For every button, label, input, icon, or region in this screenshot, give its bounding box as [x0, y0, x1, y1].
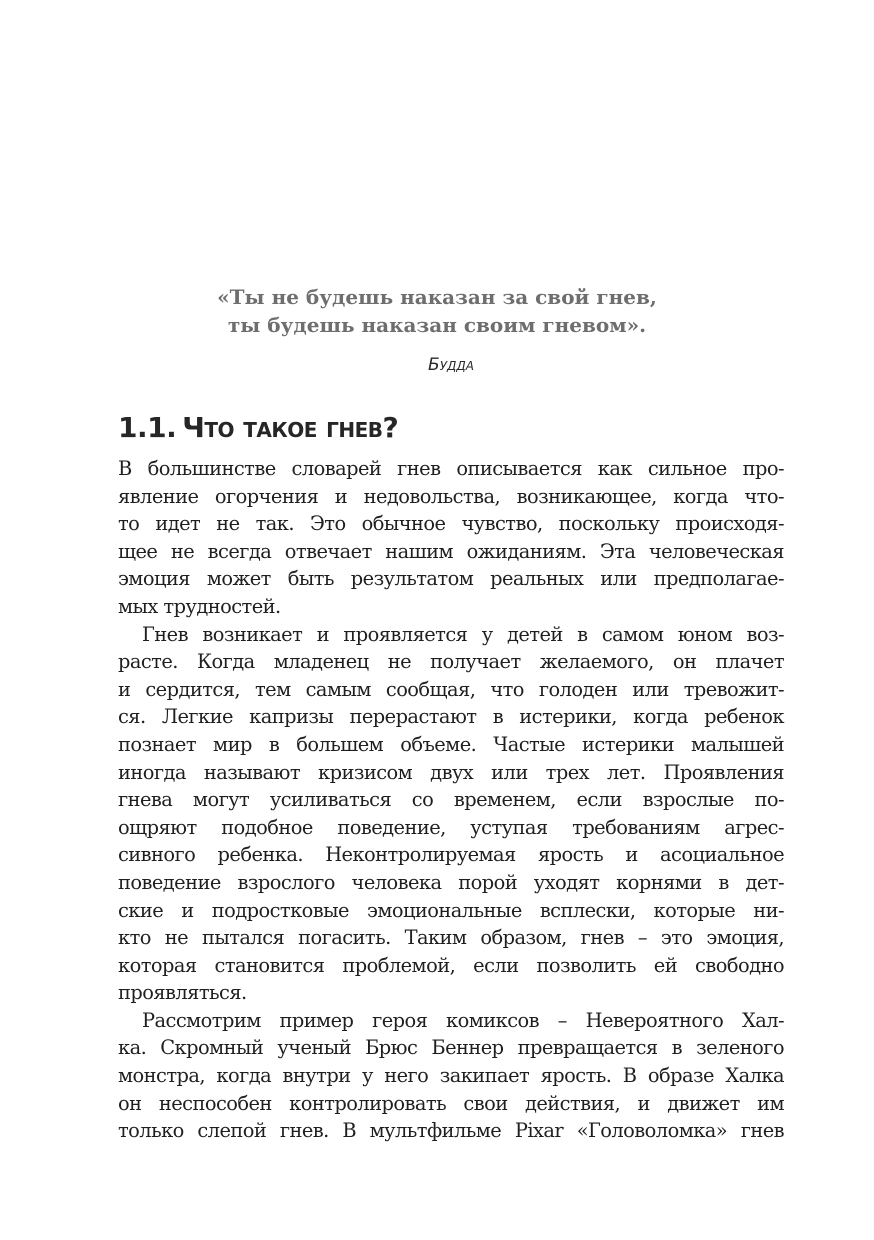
text-line: гнева могут усиливаться со временем, если взрослые по- [118, 788, 784, 812]
text-line: только слепой гнев. В мультфильме Pixar «Головоломка» гнев [118, 1119, 784, 1143]
text-line: познает мир в большем объеме. Частые истерики малышей [118, 732, 784, 756]
paragraph [118, 621, 784, 1007]
text-line: Рассмотрим пример героя комиксов – Невероятного Хал- [142, 1008, 784, 1032]
text-line: он неспособен контролировать свои действия, и движет им [118, 1091, 784, 1115]
text-line: ся. Легкие капризы перерастают в истерики, когда ребенок [118, 705, 784, 729]
text-line: явление огорчения и недовольства, возникающее, когда что- [118, 484, 784, 508]
text-line: щее не всегда отвечает нашим ожиданиям. Эта человеческая [118, 539, 784, 563]
text-line: В большинстве словарей гнев описывается как сильное про- [118, 457, 784, 480]
text-line: ка. Скромный ученый Брюс Беннер превращается в зеленого [118, 1036, 784, 1060]
text-line: расте. Когда младенец не получает желаемого, он плачет [118, 650, 784, 674]
epigraph-line: «Ты не будешь наказан за свой гнев, [217, 285, 657, 309]
text-line: ощряют подобное поведение, уступая требованиям агрес- [118, 815, 784, 839]
text-line: поведение взрослого человека порой уходят корнями в дет- [118, 870, 784, 894]
epigraph-author: Будда [428, 355, 474, 375]
epigraph-line: ты будешь наказан своим гневом». [227, 313, 647, 337]
section-title: Что такое гнев? [182, 411, 399, 444]
text-line: монстра, когда внутри у него закипает ярость. В образе Халка [118, 1064, 784, 1088]
text-line: иногда называют кризисом двух или трех лет. Проявления [118, 760, 784, 784]
text-line: мых трудностей. [118, 594, 281, 618]
paragraph [118, 1007, 784, 1145]
text-line: проявляться. [118, 981, 247, 1005]
section-heading [118, 408, 398, 448]
text-line: кто не пытался погасить. Таким образом, гнев – это эмоция, [118, 926, 784, 950]
text-line: и сердится, тем самым сообщая, что голоден или тревожит- [118, 677, 784, 701]
text-line: Гнев возникает и проявляется у детей в самом юном воз- [142, 622, 784, 646]
text-line: которая становится проблемой, если позволить ей свободно [118, 953, 784, 977]
text-line: эмоция может быть результатом реальных или предполагае- [118, 567, 784, 591]
text-line: ские и подростковые эмоциональные всплески, которые ни- [118, 898, 784, 922]
paragraph [118, 455, 784, 621]
text-line: сивного ребенка. Неконтролируемая ярость и асоциальное [118, 843, 784, 867]
epigraph [0, 283, 874, 376]
body-text [118, 455, 784, 1145]
section-number: 1.1. [118, 411, 177, 444]
text-line: то идет не так. Это обычное чувство, поскольку происходя- [118, 512, 784, 536]
